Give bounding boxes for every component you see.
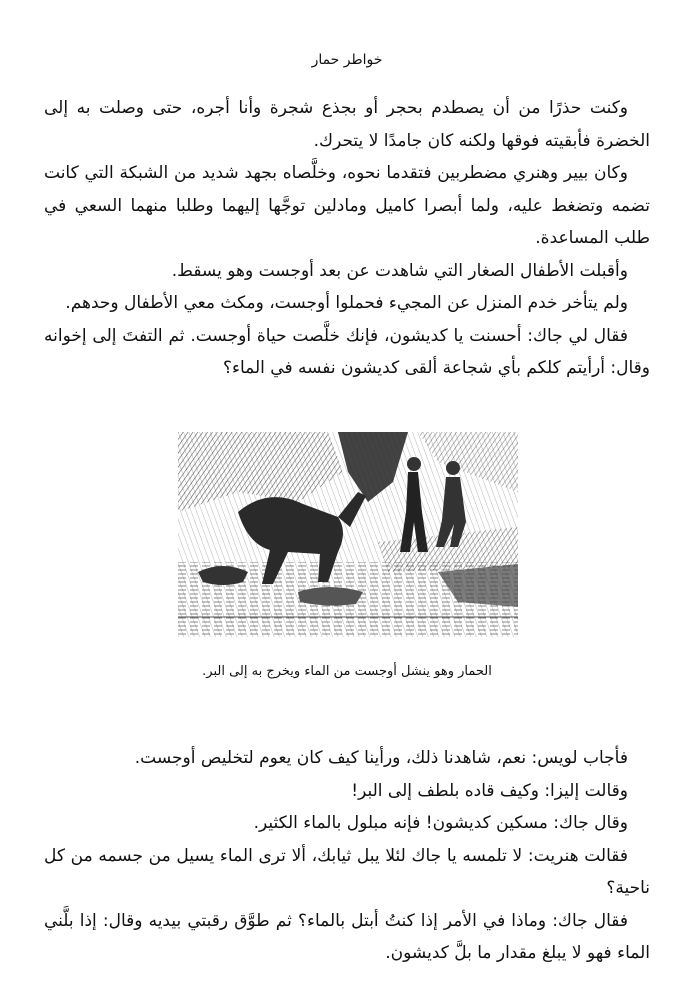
- paragraph: وقال جاك: مسكين كديشون! فإنه مبلول بالماء الكثير.: [253, 813, 628, 833]
- paragraph: وأقبلت الأطفال الصغار التي شاهدت عن بعد أوجست وهو يسقط.: [171, 260, 628, 281]
- paragraph: وكنت حذرًا من أن يصطدم بحجر أو بجذع شجرة وأنا أجره، حتى وصلت به إلى الخضرة فأبقيته فوقها ولكنه كان جامدًا لا يتحرك.: [44, 98, 650, 151]
- top-text-block: [44, 92, 650, 385]
- paragraph: فقال جاك: وماذا في الأمر إذا كنتُ أبتل بالماء؟ ثم طوَّق رقبتي بيديه وقال: إذا بلَّني الماء فهو لا يبلغ مقدار ما بلَّ كديشون.: [44, 910, 650, 963]
- paragraph: ولم يتأخر خدم المنزل عن المجيء فحملوا أوجست، ومكث معي الأطفال وحدهم.: [65, 293, 628, 313]
- donkey-rescue-illustration: [178, 432, 518, 637]
- paragraph: فأجاب لويس: نعم، شاهدنا ذلك، ورأينا كيف كان يعوم لتخليص أوجست.: [134, 748, 628, 768]
- paragraph: فقالت هنريت: لا تلمسه يا جاك لئلا يبل ثيابك، ألا ترى الماء يسيل من جسمه من كل ناحية؟: [44, 845, 650, 898]
- bottom-text-block: [44, 742, 650, 970]
- paragraph: فقال لي جاك: أحسنت يا كديشون، فإنك خلَّصت حياة أوجست. ثم التفتَ إلى إخوانه وقال: أرأيتم كلكم بأي شجاعة ألقى كديشون نفسه في الماء؟: [44, 325, 650, 378]
- running-header: خواطر حمار: [311, 52, 383, 68]
- paragraph: وكان بيير وهنري مضطربين فتقدما نحوه، وخلَّصاه بجهد شديد من الشبكة التي كانت تضمه وتضغط عليه، ولما أبصرا كاميل ومادلين توجَّها إليهما وطلبا منهما السعي في طلب المساعدة.: [44, 163, 650, 248]
- figure-caption: الحمار وهو ينشل أوجست من الماء ويخرج به إلى البر.: [202, 664, 492, 679]
- paragraph: وقالت إليزا: وكيف قاده بلطف إلى البر!: [351, 780, 628, 801]
